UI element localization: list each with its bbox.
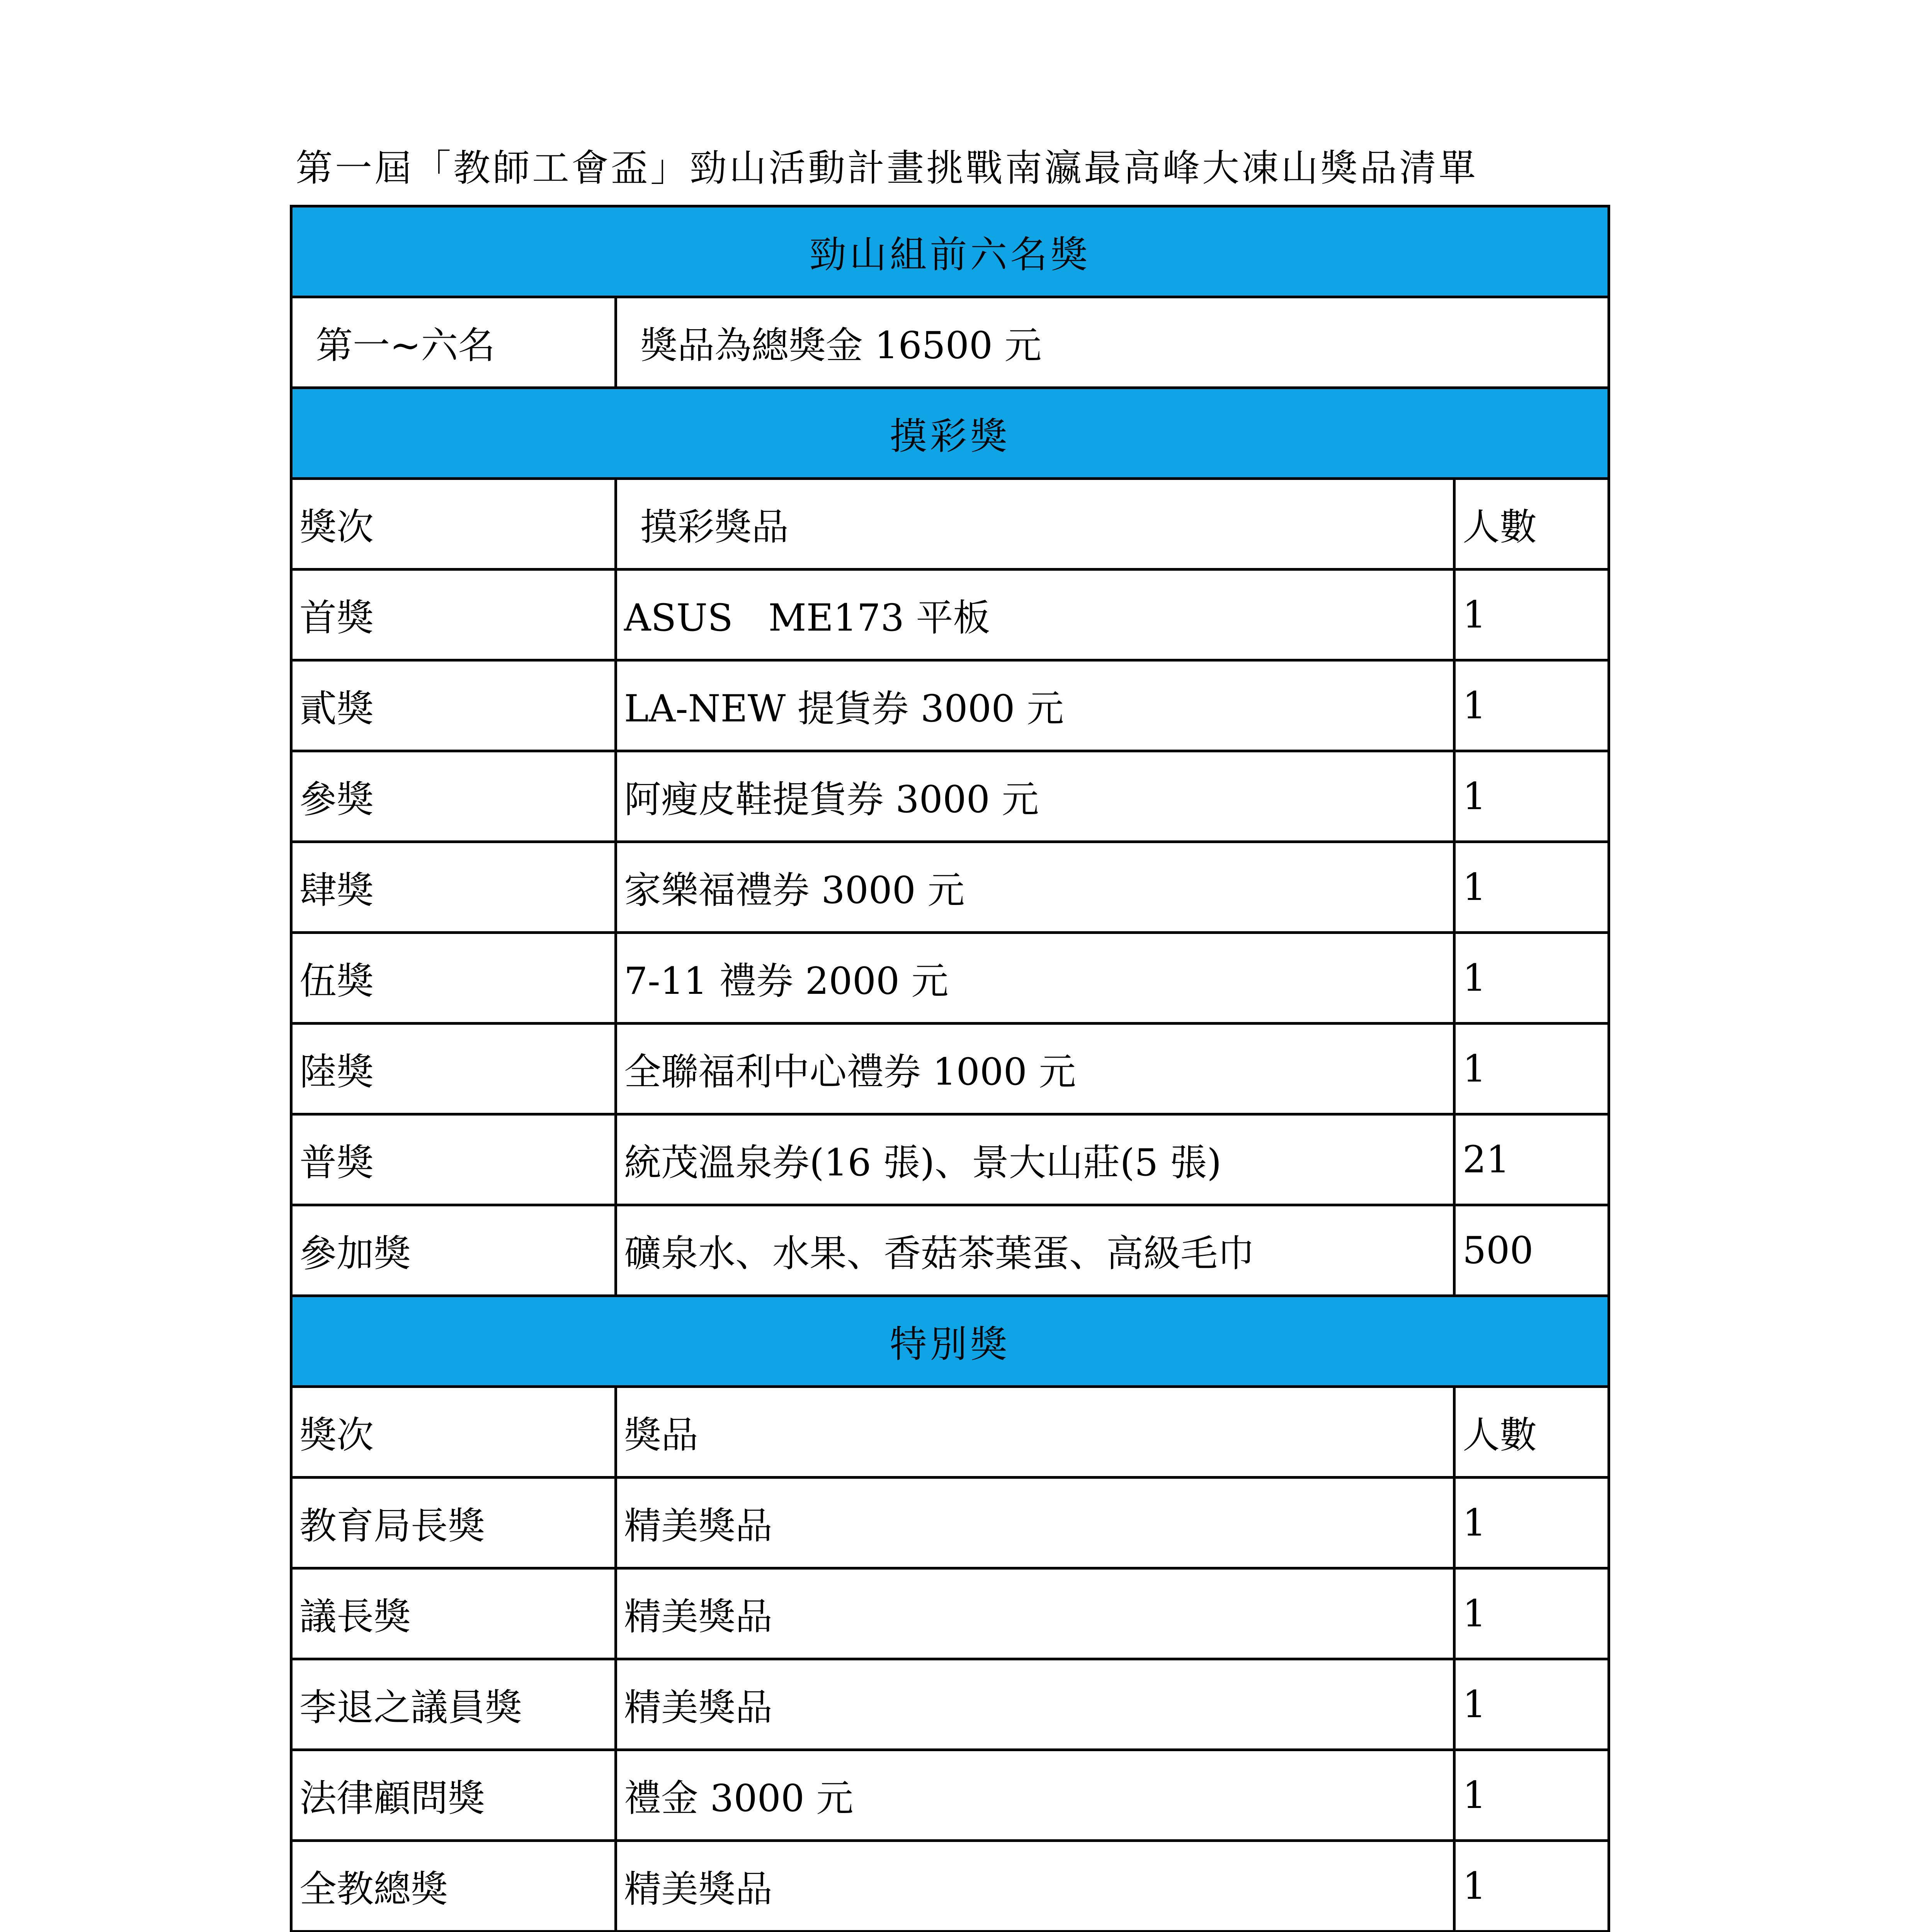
table-row (291, 842, 1609, 933)
rank-cell: 陸獎 (291, 1024, 616, 1114)
column-header-rank: 獎次 (291, 479, 616, 570)
count-cell: 1 (1454, 660, 1609, 751)
column-header-count: 人數 (1454, 1387, 1609, 1478)
rank-cell: 法律顧問獎 (291, 1750, 616, 1841)
rank-cell: 議長獎 (291, 1568, 616, 1659)
count-cell: 1 (1454, 1478, 1609, 1568)
document-title: 第一屆「教師工會盃」勁山活動計畫挑戰南瀛最高峰大凍山獎品清單 (296, 146, 1478, 190)
prize-cell: 精美獎品 (616, 1841, 1454, 1932)
rank-cell: 肆獎 (291, 842, 616, 933)
prize-cell: 礦泉水、水果、香菇茶葉蛋、高級毛巾 (616, 1205, 1454, 1296)
column-header-row (291, 1387, 1609, 1478)
prize-cell: 全聯福利中心禮券 1000 元 (616, 1024, 1454, 1114)
rank-cell: 伍獎 (291, 933, 616, 1024)
table-row (291, 1478, 1609, 1568)
count-cell: 21 (1454, 1114, 1609, 1205)
prize-cell: 7-11 禮券 2000 元 (616, 933, 1454, 1024)
section-title-lottery: 摸彩獎 (291, 388, 1609, 479)
count-cell: 1 (1454, 1568, 1609, 1659)
table-row (291, 570, 1609, 660)
prize-list-table (290, 205, 1610, 1932)
count-cell: 500 (1454, 1205, 1609, 1296)
table-row (291, 1750, 1609, 1841)
count-cell: 1 (1454, 842, 1609, 933)
table-row (291, 1114, 1609, 1205)
rank-cell: 參加獎 (291, 1205, 616, 1296)
rank-cell: 參獎 (291, 751, 616, 842)
count-cell: 1 (1454, 570, 1609, 660)
column-header-prize: 摸彩獎品 (616, 479, 1454, 570)
table-row (291, 933, 1609, 1024)
count-cell: 1 (1454, 1024, 1609, 1114)
count-cell: 1 (1454, 1659, 1609, 1750)
section-header-special (291, 1296, 1609, 1387)
prize-cell: 精美獎品 (616, 1568, 1454, 1659)
rank-cell: 普獎 (291, 1114, 616, 1205)
prize-cell: 阿瘦皮鞋提貨券 3000 元 (616, 751, 1454, 842)
column-header-row (291, 479, 1609, 570)
count-cell: 1 (1454, 751, 1609, 842)
rank-cell: 第一~六名 (291, 297, 616, 388)
table-row (291, 297, 1609, 388)
prize-cell: ASUS ME173 平板 (616, 570, 1454, 660)
prize-cell: LA-NEW 提貨券 3000 元 (616, 660, 1454, 751)
prize-cell: 精美獎品 (616, 1478, 1454, 1568)
prize-cell: 精美獎品 (616, 1659, 1454, 1750)
rank-cell: 教育局長獎 (291, 1478, 616, 1568)
prize-cell: 獎品為總獎金 16500 元 (616, 297, 1609, 388)
rank-cell: 首獎 (291, 570, 616, 660)
count-cell: 1 (1454, 1841, 1609, 1932)
rank-cell: 李退之議員獎 (291, 1659, 616, 1750)
section-title-top6: 勁山組前六名獎 (291, 206, 1609, 297)
count-cell: 1 (1454, 933, 1609, 1024)
table-row (291, 1024, 1609, 1114)
table-row (291, 1205, 1609, 1296)
table-row (291, 751, 1609, 842)
table-row (291, 1659, 1609, 1750)
prize-cell: 統茂溫泉券(16 張)、景大山莊(5 張) (616, 1114, 1454, 1205)
column-header-count: 人數 (1454, 479, 1609, 570)
table-row (291, 1841, 1609, 1932)
section-header-lottery (291, 388, 1609, 479)
table-row (291, 1568, 1609, 1659)
prize-cell: 家樂福禮券 3000 元 (616, 842, 1454, 933)
rank-cell: 貳獎 (291, 660, 616, 751)
section-header-top6 (291, 206, 1609, 297)
prize-cell: 禮金 3000 元 (616, 1750, 1454, 1841)
count-cell: 1 (1454, 1750, 1609, 1841)
column-header-prize: 獎品 (616, 1387, 1454, 1478)
column-header-rank: 獎次 (291, 1387, 616, 1478)
section-title-special: 特別獎 (291, 1296, 1609, 1387)
rank-cell: 全教總獎 (291, 1841, 616, 1932)
table-row (291, 660, 1609, 751)
